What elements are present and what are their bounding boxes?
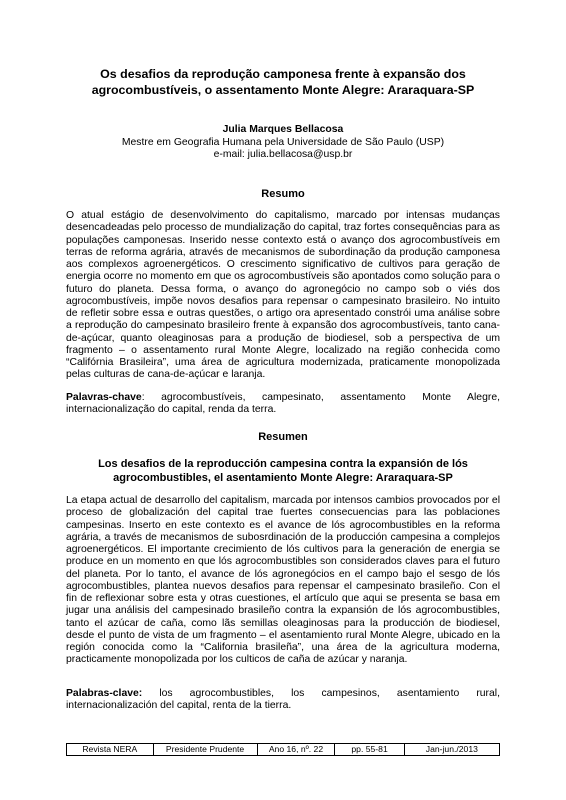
keywords-text: : agrocombustíveis, campesinato, assentamento Monte Alegre, internacionalização do capital, renda da terra. [66, 392, 500, 416]
article-title: Os desafios da reprodução camponesa frente à expansão dos agrocombustíveis, o assentamento Monte Alegre: Araraquara-SP [91, 67, 475, 97]
author-name: Julia Marques Bellacosa [222, 124, 344, 135]
footer-pages: pp. 55-81 [335, 744, 404, 756]
author-email: e-mail: julia.bellacosa@usp.br [213, 149, 353, 160]
resumen-heading: Resumen [258, 431, 308, 443]
footer-issue: Ano 16, nº. 22 [257, 744, 335, 756]
resumen-title: Los desafios de la reproducción campesina contra la expansión de lós agrocombustibles, el asentamiento Monte Alegre: Araraquara-SP [98, 458, 468, 484]
journal-footer [66, 743, 500, 756]
footer-journal: Revista NERA [67, 744, 154, 756]
palabras-clave-label: Palabras-clave: [66, 688, 143, 699]
resumo-body: O atual estágio de desenvolvimento do capitalismo, marcado por intensas mudanças desencadeadas pelo processo de mundialização do capital, traz fortes consequências para as populações camponesas. Inserido nesse contexto está o avanço dos agrocombustíveis em terras de reforma agrária, através de mecanismos de subordinação da produção camponesa aos complexos agroenergéticos. O crescimento significativo de cultivos para geração de energia ocorre no momento em que os agrocombustíveis são apontados como solução para o futuro do planeta. Dessa forma, o avanço do agronegócio no campo sob o viés dos agrocombustíveis, impõe novos desafios para repensar o campesinato brasileiro. No intuito de refletir sobre essa e outras questões, o artigo ora apresentado constrói uma análise sobre a reprodução do campesinato brasileiro frente à expansão dos agrocombustíveis, tanto cana-de-açúcar, quanto oleaginosas para a produção de biodiesel, sob a perspectiva de um fragmento – o assentamento rural Monte Alegre, localizado na região conhecida como “Califórnia Brasileira”, uma área de agricultura modernizada, praticamente monopolizada pelas culturas de cana-de-açúcar e laranja. [66, 210, 500, 381]
resumen-body: La etapa actual de desarrollo del capitalism, marcada por intensos cambios provocados por el proceso de globalización del capital trae fuertes consecuencias para las poblaciones campesinas. Inserto en este contexto es el avance de lós agrocombustibles en la reforma agrária, a través de mecanismos de subosrdinación de la producción campesina a complejos agroenergéticos. El importante crecimiento de lós cultivos para la generación de energia se produce en un momento en que lós agrocombustibles son considerados claves para el futuro del planeta. Por lo tanto, el avance de lós agronegócios en el campo bajo el sesgo de lós agrocombustibles, plantea nuevos desafios para repensar el campesinato brasileño. Con el fin de reflexionar sobre esta y otras cuestiones, el artículo que aqui se presenta se basa em jugar una análisis del campesinado brasileño contra la expansión de lós agrocombustibles, tanto el azúcar de caña, como lãs semillas oleaginosas para la producción de biodiesel, desde el punto de vista de um fragmento – el asentamiento rural Monte Alegre, ubicado en la región conocida como la “California brasileña”, una área de la agricultura moderna, practicamente monopolizada por los culticos de caña de azúcar y naranja. [66, 495, 500, 666]
palabras-clave-text: los agrocombustibles, los campesinos, asentamiento rural, internacionalización del capital, renta de la tierra. [66, 688, 500, 712]
footer-date: Jan-jun./2013 [404, 744, 499, 756]
footer-city: Presidente Prudente [153, 744, 257, 756]
resumo-keywords [66, 392, 500, 417]
resumo-heading: Resumo [261, 188, 305, 200]
author-affiliation: Mestre em Geografia Humana pela Universidade de São Paulo (USP) [121, 137, 445, 148]
resumen-keywords [66, 688, 500, 713]
keywords-label: Palavras-chave [66, 392, 142, 403]
